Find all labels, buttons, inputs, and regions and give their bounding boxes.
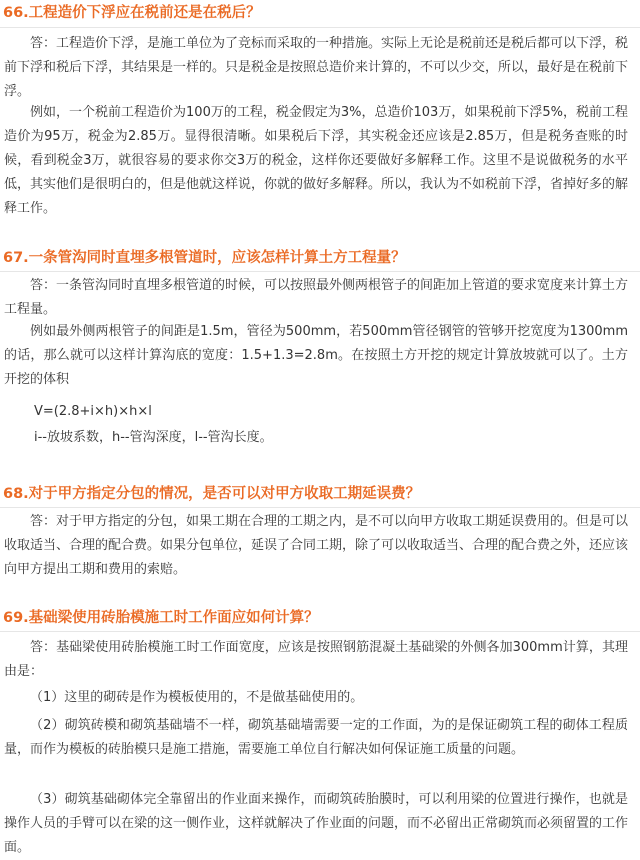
question-title-68: 68.对于甲方指定分包的情况，是否可以对甲方收取工期延误费？ [3,486,421,502]
title-divider [0,271,640,272]
example-paragraph: 例如最外侧两根管子的间距是1.5m，管径为500mm，若500mm管径钢管的管够开挖宽度为1300mm的话，那么就可以这样计算沟底的宽度：1.5+1.3=2.8m。在按照土方开挖的规定计算放坡就可以了。土方开挖的体积 [4,324,628,387]
answer-paragraph: 答：工程造价下浮，是施工单位为了竞标而采取的一种措施。实际上无论是税前还是税后都可以下浮，税前下浮和税后下浮，其结果是一样的。只是税金是按照总造价来计算的，不可以少交，所以，最好是在税前下浮。 [4,36,629,99]
answer-paragraph: 答：对于甲方指定的分包，如果工期在合理的工期之内，是不可以向甲方收取工期延误费用的。但是可以收取适当、合理的配合费。如果分包单位，延误了合同工期，除了可以收取适当、合理的配合费之外，还应该向甲方提出工期和费用的索赔。 [4,514,629,577]
reason-item-1: （1）这里的砌砖是作为模板使用的，不是做基础使用的。 [30,690,364,705]
title-divider [0,507,640,508]
title-divider [0,631,640,632]
reason-item-3: （3）砌筑基础砌体完全靠留出的作业面来操作，而砌筑砖胎膜时，可以利用梁的位置进行操作，也就是操作人员的手臂可以在梁的这一侧作业，这样就解决了作业面的问题，而不必留出正常砌筑而必须留置的工作面。 [4,792,629,855]
reason-item-2: （2）砌筑砖模和砌筑基础墙不一样，砌筑基础墙需要一定的工作面，为的是保证砌筑工程的砌体工程质量，而作为模板的砖胎模只是施工措施，需要施工单位自行解决如何保证施工质量的问题。 [4,718,628,757]
formula-legend: i--放坡系数，h--管沟深度，l--管沟长度。 [34,430,273,445]
question-title-66: 66.工程造价下浮应在税前还是在税后？ [3,5,261,21]
answer-paragraph: 答：基础梁使用砖胎模施工时工作面宽度，应该是按照钢筋混凝土基础梁的外侧各加300mm计算，其理由是： [4,640,628,679]
formula-line: V=(2.8+i×h)×h×l [34,404,152,419]
question-title-67: 67.一条管沟同时直埋多根管道时，应该怎样计算土方工程量？ [3,250,406,266]
title-divider [0,27,640,28]
question-title-69: 69.基础梁使用砖胎模施工时工作面应如何计算？ [3,610,319,626]
example-paragraph: 例如，一个税前工程造价为100万的工程，税金假定为3%，总造价103万，如果税前下浮5%，税前工程造价为95万，税金为2.85万。显得很清晰。如果税后下浮，其实税金还应该是2.85万，但是税务查账的时候，看到税金3万，就很容易的要求你交3万的税金，这样你还要做好多解释工作。这里不是说做税务的水平低，其实他们是很明白的，但是他就这样说，你就的做好多解释。所以，我认为不如税前下浮，省掉好多的解释工作。 [4,105,629,216]
answer-paragraph: 答：一条管沟同时直埋多根管道的时候，可以按照最外侧两根管子的间距加上管道的要求宽度来计算土方工程量。 [4,278,629,317]
